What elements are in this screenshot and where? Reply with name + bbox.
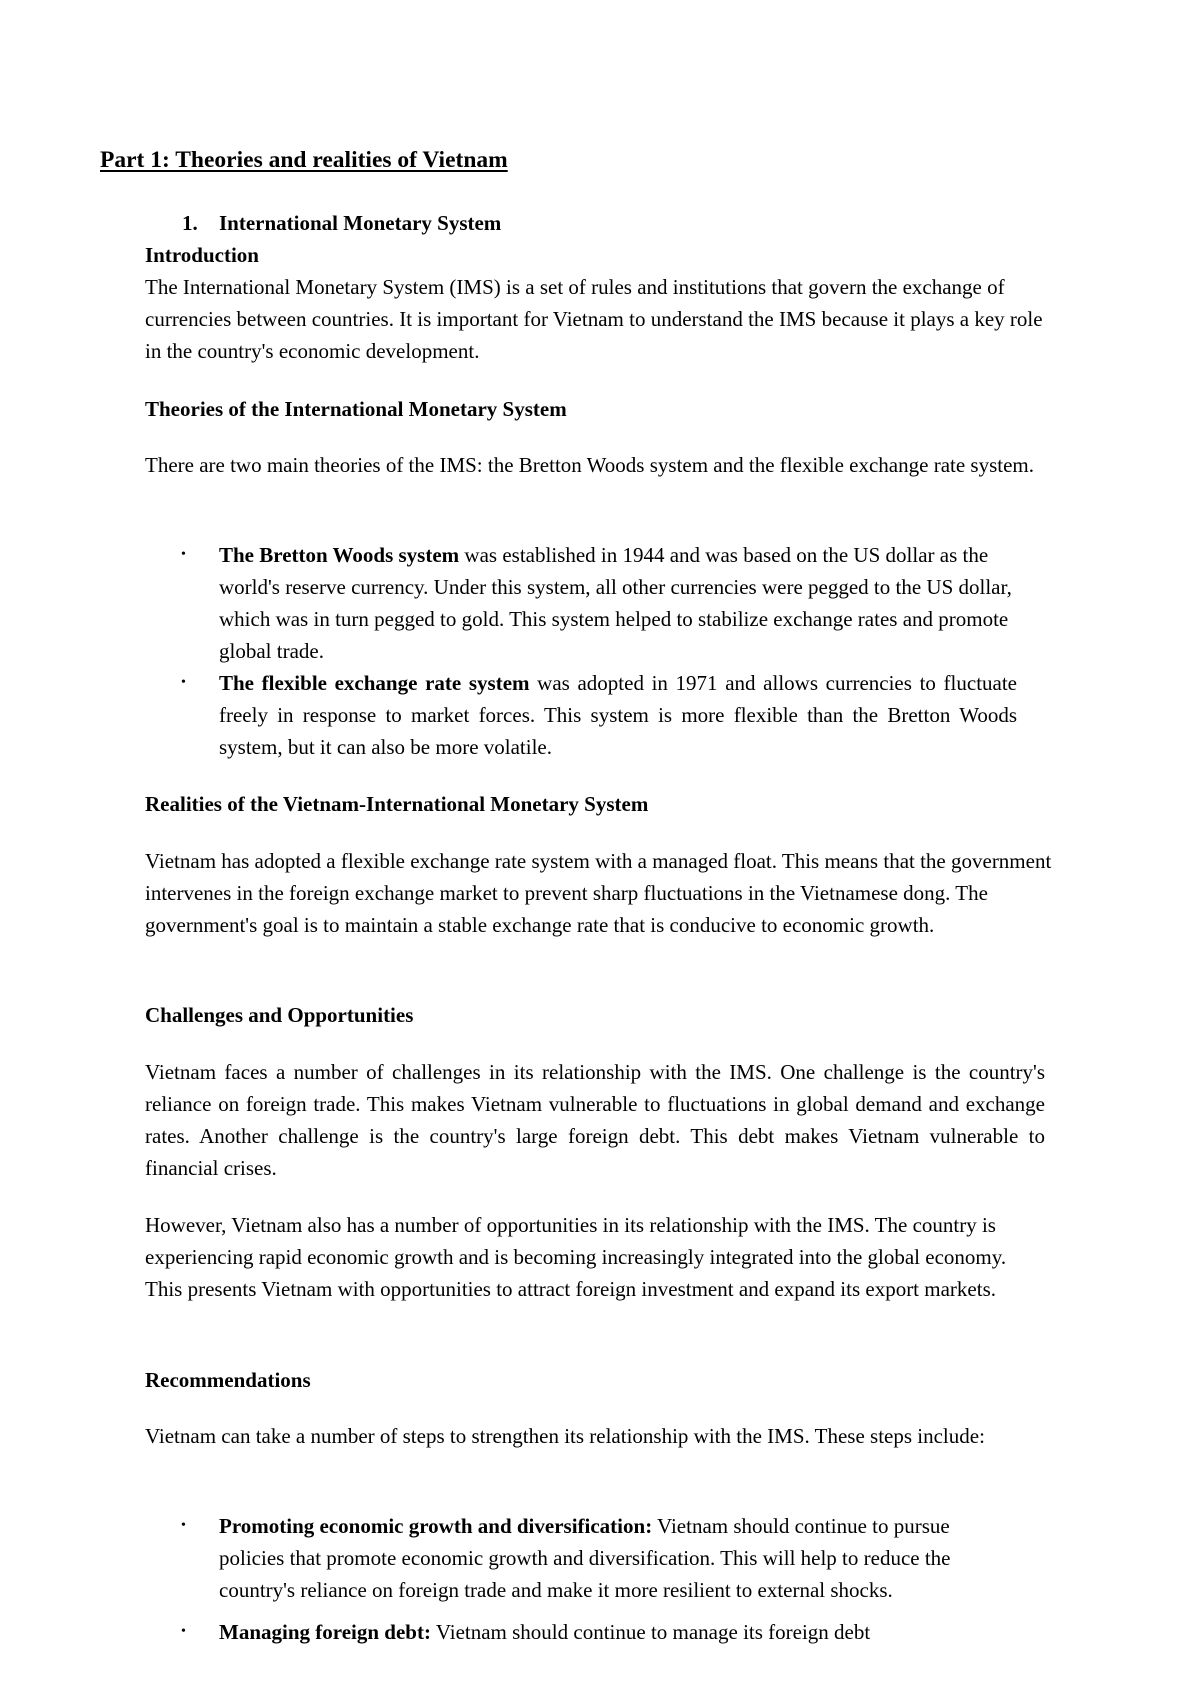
- theories-intro-paragraph: There are two main theories of the IMS: the Bretton Woods system and the flexible exchange rate system.: [145, 453, 1035, 477]
- bullet-bold-label: Promoting economic growth and diversification:: [219, 1514, 653, 1538]
- bullet-bold-label: The Bretton Woods system: [219, 543, 460, 567]
- challenges-paragraph-2: However, Vietnam also has a number of opportunities in its relationship with the IMS. The country is experiencing rapid economic growth and is becoming increasingly integrated into the global economy. This presents Vietnam with opportunities to attract foreign investment and expand its export markets.: [145, 1213, 1007, 1301]
- bullet-icon: •: [181, 547, 186, 562]
- challenges-heading: Challenges and Opportunities: [145, 1003, 414, 1027]
- section-heading: [182, 207, 501, 239]
- bullet-icon: •: [181, 675, 186, 690]
- bullet-text: was adopted in 1971 and allows currencies to fluctuate freely in response to market forces. This system is more flexible than the Bretton Woods system, but it can also be more volatile.: [219, 671, 1018, 759]
- part-title: Part 1: Theories and realities of Vietnam: [100, 147, 508, 173]
- bullet-text: Vietnam should continue to pursue policies that promote economic growth and diversification. This will help to reduce the country's reliance on foreign trade and make it more resilient to external shocks.: [219, 1514, 951, 1602]
- introduction-heading: Introduction: [145, 243, 259, 267]
- recommendations-bullet-list: [145, 1510, 1065, 1648]
- bullet-text: Vietnam should continue to manage its foreign debt: [430, 1620, 871, 1644]
- section-number: 1.: [182, 211, 198, 235]
- recommendations-intro-paragraph: Vietnam can take a number of steps to strengthen its relationship with the IMS. These steps include:: [145, 1424, 985, 1448]
- bullet-bold-label: The flexible exchange rate system: [219, 671, 530, 695]
- section-title: International Monetary System: [219, 211, 502, 235]
- list-item: [145, 539, 1039, 667]
- challenges-paragraph-1: Vietnam faces a number of challenges in its relationship with the IMS. One challenge is the country's reliance on foreign trade. This makes Vietnam vulnerable to fluctuations in global demand and exchange rates. Another challenge is the country's large foreign debt. This debt makes Vietnam vulnerable to financial crises.: [145, 1060, 1045, 1180]
- introduction-paragraph: The International Monetary System (IMS) is a set of rules and institutions that govern the exchange of currencies between countries. It is important for Vietnam to understand the IMS because it plays a key role in the country's economic development.: [145, 275, 1043, 363]
- list-item: [145, 1616, 1039, 1648]
- realities-heading: Realities of the Vietnam-International Monetary System: [145, 792, 649, 816]
- bullet-icon: •: [181, 1624, 186, 1639]
- bullet-icon: •: [181, 1518, 186, 1533]
- bullet-bold-label: Managing foreign debt:: [219, 1620, 431, 1644]
- recommendations-heading: Recommendations: [145, 1368, 311, 1392]
- theories-heading: Theories of the International Monetary System: [145, 397, 567, 421]
- bullet-text: was established in 1944 and was based on the US dollar as the world's reserve currency. Under this system, all other currencies were pegged to the US dollar, which was in turn pegged to gold. This system helped to stabilize exchange rates and promote global trade.: [219, 543, 1012, 663]
- realities-paragraph: Vietnam has adopted a flexible exchange rate system with a managed float. This means that the government intervenes in the foreign exchange market to prevent sharp fluctuations in the Vietnamese dong. The government's goal is to maintain a stable exchange rate that is conducive to economic growth.: [145, 849, 1052, 937]
- theories-bullet-list: [145, 539, 1065, 763]
- list-item: [145, 667, 1017, 763]
- list-item: [145, 1510, 1019, 1606]
